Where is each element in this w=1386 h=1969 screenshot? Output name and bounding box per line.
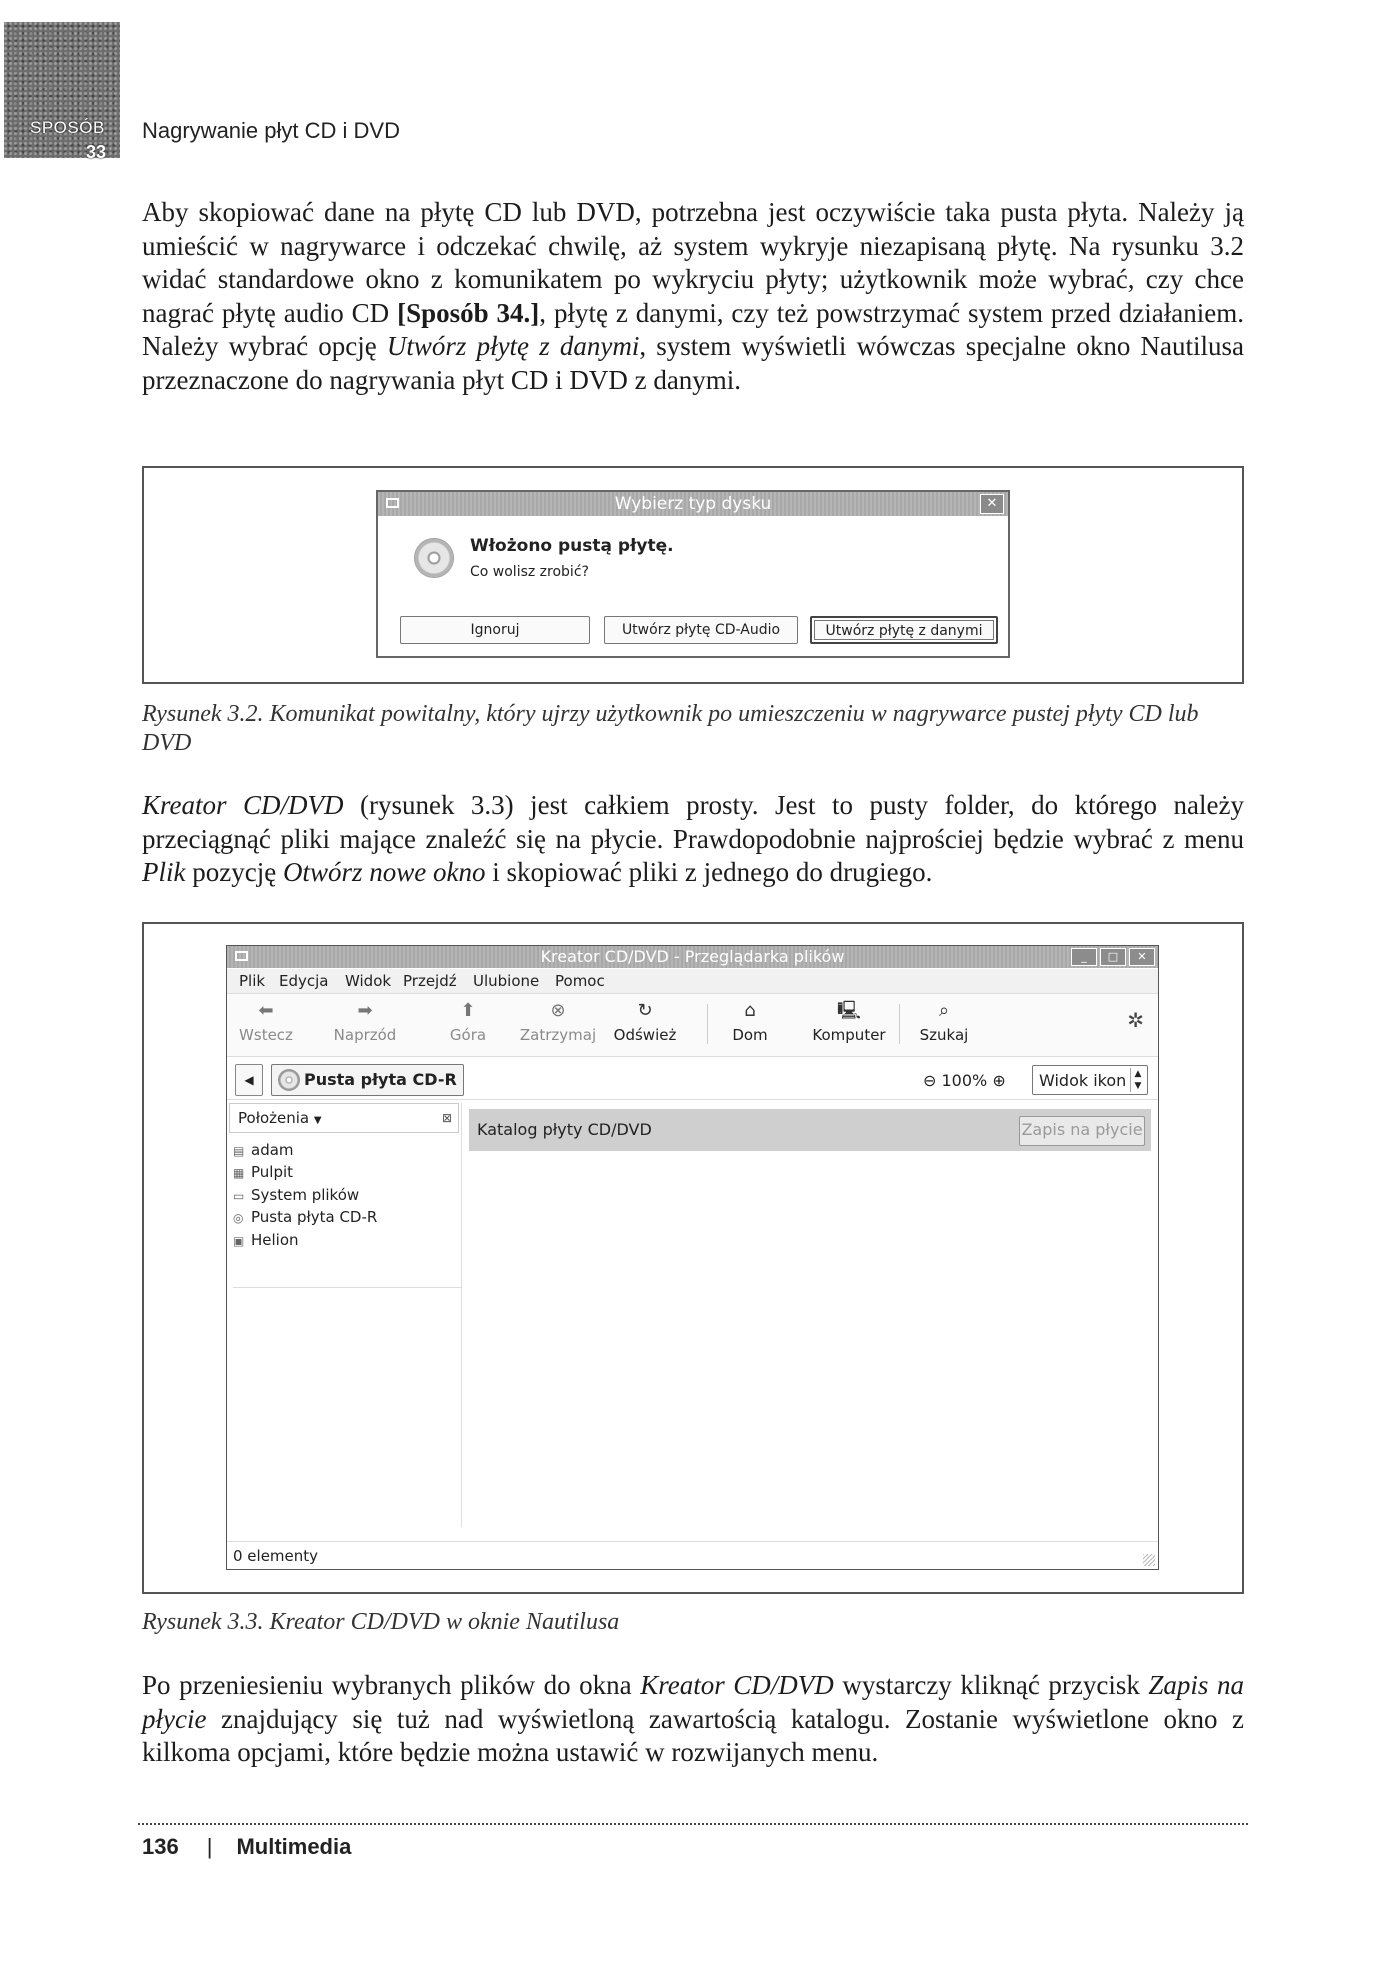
sidebar-divider — [233, 1287, 461, 1288]
running-head: Nagrywanie płyt CD i DVD — [142, 118, 400, 143]
desktop-icon: ▦ — [233, 1166, 245, 1180]
content-pane-header — [469, 1109, 1151, 1151]
close-icon[interactable]: ⊠ — [441, 1111, 452, 1125]
chapter-tag-number: 33 — [86, 142, 107, 162]
disc-icon — [278, 1069, 300, 1091]
resize-grip-icon[interactable] — [1143, 1554, 1155, 1566]
zoom-out-icon[interactable]: ⊖ — [923, 1071, 937, 1090]
computer-icon: 🖳 — [837, 1000, 862, 1021]
paragraph-2-text-a: (rysunek 3.3) jest całkiem prosty. Jest to pusty folder, do którego należy przeciągnąć pliki mające znaleźć się na płycie. Prawdopodobnie najprościej będzie wybrać z menu — [142, 790, 1244, 854]
paragraph-2-menu-item: Otwórz nowe okno — [282, 857, 486, 887]
create-data-disc-button[interactable]: Utwórz płytę z danymi — [810, 616, 998, 644]
burn-disc-button[interactable]: Zapis na płycie — [1019, 1116, 1145, 1146]
dialog-question: Co wolisz zrobić? — [470, 564, 589, 580]
zoom-level[interactable]: 100% — [941, 1071, 988, 1090]
places-sidebar — [229, 1103, 462, 1527]
sidebar-item-label: adam — [251, 1141, 294, 1159]
status-text: 0 elementy — [233, 1547, 319, 1565]
paragraph-2 — [142, 789, 1244, 890]
window-menu-icon[interactable] — [235, 951, 248, 961]
paragraph-1-text-b: , płytę z danymi, czy też powstrzymać system przed działaniem. Należy wybrać opcję — [142, 297, 1244, 361]
sidebar-item-label: System plików — [251, 1186, 360, 1204]
zoom-in-icon[interactable]: ⊕ — [992, 1071, 1006, 1090]
paragraph-2-term: Kreator CD/DVD — [142, 790, 344, 820]
toolbar — [227, 994, 1158, 1057]
throbber-icon: ✲ — [1127, 1008, 1144, 1032]
forward-label: Naprzód — [333, 1026, 397, 1044]
page-number: 136 — [142, 1834, 179, 1859]
menu-widok[interactable]: Widok — [345, 972, 392, 990]
menu-plik[interactable]: Plik — [239, 972, 266, 990]
paragraph-3-text-b: wystarczy kliknąć przycisk — [833, 1670, 1149, 1700]
home-icon: ⌂ — [744, 1000, 756, 1021]
stop-icon: ⊗ — [550, 1000, 566, 1021]
paragraph-2-text-c: i skopiować pliki z jednego do drugiego. — [485, 857, 933, 887]
menu-przejdz[interactable]: Przejdź — [403, 972, 457, 990]
sidebar-title: Położenia — [238, 1109, 310, 1127]
home-button[interactable] — [727, 994, 773, 1056]
up-button[interactable] — [445, 994, 491, 1056]
window-title: Kreator CD/DVD - Przeglądarka plików — [540, 947, 845, 966]
pane-label: Katalog płyty CD/DVD — [477, 1120, 652, 1139]
stop-button[interactable] — [517, 994, 599, 1056]
toolbar-separator — [899, 1004, 900, 1044]
section-name: Multimedia — [236, 1834, 352, 1859]
paragraph-3-text-c: znajdujący się tuż nad wyświetloną zawartością katalogu. Zostanie wyświetlone okno z kilkoma opcjami, które będzie można ustawić w rozwijanych menu. — [142, 1703, 1244, 1767]
forward-arrow-icon: ➡ — [357, 1000, 373, 1021]
back-button[interactable] — [235, 994, 297, 1056]
location-label: Pusta płyta CD-R — [304, 1070, 457, 1089]
dialog-heading: Włożono pustą płytę. — [470, 536, 674, 556]
window-controls — [1071, 948, 1155, 966]
figure-1-caption: Rysunek 3.2. Komunikat powitalny, który ujrzy użytkownik po umieszczeniu w nagrywarce pustej płyty CD lub DVD — [142, 701, 1199, 756]
sidebar-item-pulpit[interactable] — [233, 1161, 293, 1183]
sidebar-item-helion[interactable] — [233, 1229, 299, 1251]
footer-separator: | — [206, 1834, 213, 1859]
paragraph-1 — [142, 196, 1244, 397]
window-menu-icon[interactable] — [386, 498, 399, 508]
dialog-titlebar — [378, 492, 1008, 516]
computer-button[interactable] — [811, 994, 887, 1056]
create-audio-cd-button[interactable]: Utwórz płytę CD-Audio — [604, 616, 798, 644]
status-bar — [227, 1541, 1158, 1569]
close-icon[interactable]: ✕ — [980, 494, 1004, 514]
paragraph-1-text-a: Aby skopiować dane na płytę CD lub DVD, potrzebna jest oczywiście taka pusta płyta. Należy ją umieścić w nagrywarce i odczekać chwilę, aż system wykryje niezapisaną płytę. Na rysunku 3.2 widać standardowe okno z komunikatem po wykryciu płyty; użytkownik może wybrać, czy chce nagrać płytę audio CD — [142, 197, 1244, 328]
disc-icon: ◎ — [233, 1211, 244, 1225]
paragraph-2-text-b: pozycję — [185, 857, 283, 887]
sidebar-item-label: Pusta płyta CD-R — [251, 1208, 378, 1226]
sidebar-item-cdr[interactable] — [233, 1206, 377, 1228]
paragraph-3-term: Kreator CD/DVD — [640, 1670, 834, 1700]
spin-arrows-icon: ▲ ▼ — [1130, 1068, 1145, 1092]
reload-label: Odśwież — [613, 1026, 677, 1044]
paragraph-1-text-c: , system wyświetli wówczas specjalne okno Nautilusa przeznaczone do nagrywania płyt CD i DVD z danymi. — [142, 331, 1244, 395]
paragraph-1-option-name: Utwórz płytę z danymi — [386, 331, 640, 361]
reload-icon: ↻ — [637, 1000, 653, 1021]
disc-type-dialog — [376, 490, 1010, 658]
disc-icon — [414, 538, 454, 578]
stop-label: Zatrzymaj — [519, 1026, 597, 1044]
back-arrow-icon: ⬅ — [258, 1000, 274, 1021]
dialog-title: Wybierz typ dysku — [614, 494, 772, 514]
paragraph-2-menu-name: Plik — [142, 857, 186, 887]
sidebar-item-system-plikow[interactable] — [233, 1184, 359, 1206]
paragraph-3-button-name: Zapis na płycie — [142, 1670, 1244, 1734]
sidebar-item-label: Helion — [251, 1231, 299, 1249]
sidebar-item-adam[interactable] — [233, 1139, 294, 1161]
menubar — [227, 969, 1158, 994]
home-folder-icon: ▤ — [233, 1144, 245, 1158]
search-icon: ⌕ — [938, 1000, 950, 1021]
dropdown-arrow-icon: ▼ — [313, 1115, 322, 1126]
maximize-icon[interactable]: □ — [1100, 948, 1126, 966]
nautilus-window — [226, 945, 1159, 1570]
path-scroll-left-button[interactable]: ◀ — [235, 1064, 263, 1096]
up-label: Góra — [449, 1026, 487, 1044]
page-footer — [142, 1834, 351, 1860]
paragraph-3-text-a: Po przeniesieniu wybranych plików do okna — [142, 1670, 641, 1700]
paragraph-3 — [142, 1669, 1244, 1770]
ignore-button[interactable]: Ignoruj — [400, 616, 590, 644]
zoom-control — [923, 1071, 1006, 1090]
home-label: Dom — [732, 1026, 768, 1044]
minimize-icon[interactable]: _ — [1071, 948, 1097, 966]
paragraph-1-reference: [Sposób 34.] — [397, 297, 540, 328]
sidebar-item-label: Pulpit — [251, 1163, 294, 1181]
view-mode-select[interactable] — [1032, 1065, 1148, 1095]
menu-ulubione[interactable]: Ulubione — [473, 972, 540, 990]
toolbar-separator — [707, 1004, 708, 1044]
search-button[interactable] — [917, 994, 971, 1056]
chapter-tag-word: SPOSÓB — [30, 118, 105, 137]
up-arrow-icon: ⬆ — [460, 1000, 476, 1021]
chapter-tag — [4, 22, 120, 162]
figure-2-caption: Rysunek 3.3. Kreator CD/DVD w oknie Nautilusa — [142, 1609, 620, 1635]
drive-icon: ▭ — [233, 1189, 245, 1203]
close-icon[interactable]: ✕ — [1129, 948, 1155, 966]
footer-rule — [138, 1823, 1248, 1825]
menu-edycja[interactable]: Edycja — [279, 972, 329, 990]
back-label: Wstecz — [239, 1026, 293, 1044]
network-share-icon: ▣ — [233, 1234, 245, 1248]
reload-button[interactable] — [611, 994, 679, 1056]
window-titlebar — [227, 946, 1158, 968]
view-mode-label: Widok ikon — [1039, 1071, 1127, 1090]
forward-button[interactable] — [327, 994, 403, 1056]
menu-pomoc[interactable]: Pomoc — [555, 972, 605, 990]
location-crumb[interactable] — [271, 1064, 464, 1096]
computer-label: Komputer — [812, 1026, 886, 1044]
sidebar-header[interactable] — [229, 1103, 459, 1133]
search-label: Szukaj — [919, 1026, 969, 1044]
location-bar — [227, 1057, 1158, 1100]
